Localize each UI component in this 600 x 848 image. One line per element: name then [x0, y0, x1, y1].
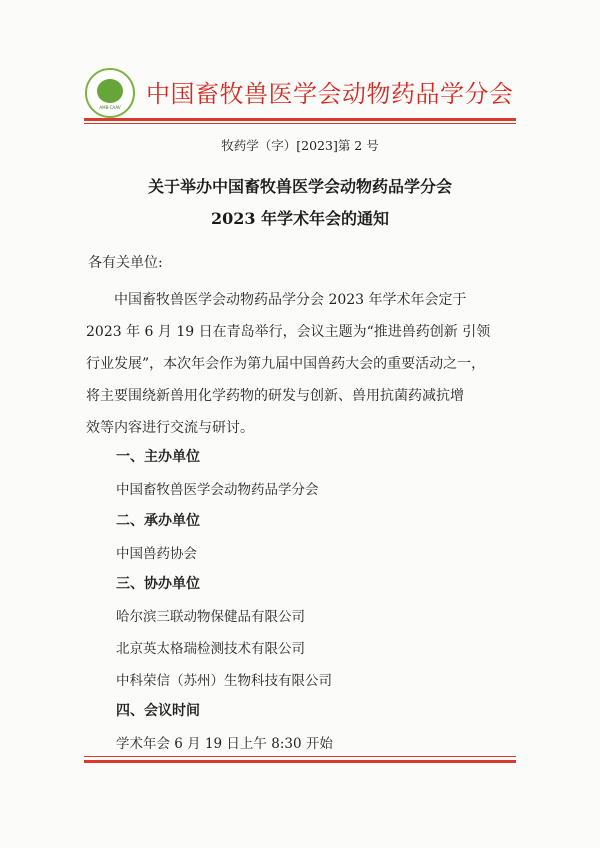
logo-emblem-icon — [97, 79, 123, 103]
salutation: 各有关单位: — [88, 255, 163, 271]
footer-rule-thick — [84, 760, 516, 763]
section-heading-organizer: 二、承办单位 — [116, 513, 200, 529]
organizer-unit: 中国兽药协会 — [116, 546, 197, 562]
host-unit: 中国畜牧兽医学会动物药品学分会 — [116, 482, 319, 498]
section-heading-time: 四、会议时间 — [116, 703, 200, 719]
body-line: 行业发展”，本次年会作为第九届中国兽药大会的重要活动之一， — [86, 356, 486, 372]
meeting-time: 学术年会 6 月 19 日上午 8:30 开始 — [116, 736, 333, 752]
body-paragraph — [86, 284, 518, 444]
header-rule-thick — [84, 118, 516, 121]
footer-rule-thin — [84, 756, 516, 757]
notice-title-line-2: 2023 年学术年会的通知 — [210, 209, 390, 228]
co-organizer-item: 哈尔滨三联动物保健品有限公司 — [116, 609, 305, 625]
body-line: 2023 年 6 月 19 日在青岛举行，会议主题为“推进兽药创新 引领 — [86, 324, 491, 340]
org-name-header: 中国畜牧兽医学会动物药品学分会 — [146, 80, 514, 108]
co-organizer-item: 北京英太格瑞检测技术有限公司 — [116, 641, 305, 657]
document-number: 牧药学（字）[2023]第 2 号 — [221, 138, 379, 153]
body-line: 效等内容进行交流与研讨。 — [86, 420, 254, 436]
logo-caption: AMB-CAAV — [99, 105, 121, 110]
notice-title-line-1: 关于举办中国畜牧兽医学会动物药品学分会 — [147, 177, 452, 196]
header-rule-thin — [84, 123, 516, 124]
body-line: 中国畜牧兽医学会动物药品学分会 2023 年学术年会定于 — [86, 292, 467, 308]
section-heading-co-organizers: 三、协办单位 — [116, 576, 200, 592]
section-heading-host: 一、主办单位 — [116, 449, 200, 465]
co-organizer-item: 中科荣信（苏州）生物科技有限公司 — [116, 673, 332, 689]
society-logo — [85, 68, 135, 118]
body-line: 将主要围绕新兽用化学药物的研发与创新、兽用抗菌药减抗增 — [86, 388, 464, 404]
